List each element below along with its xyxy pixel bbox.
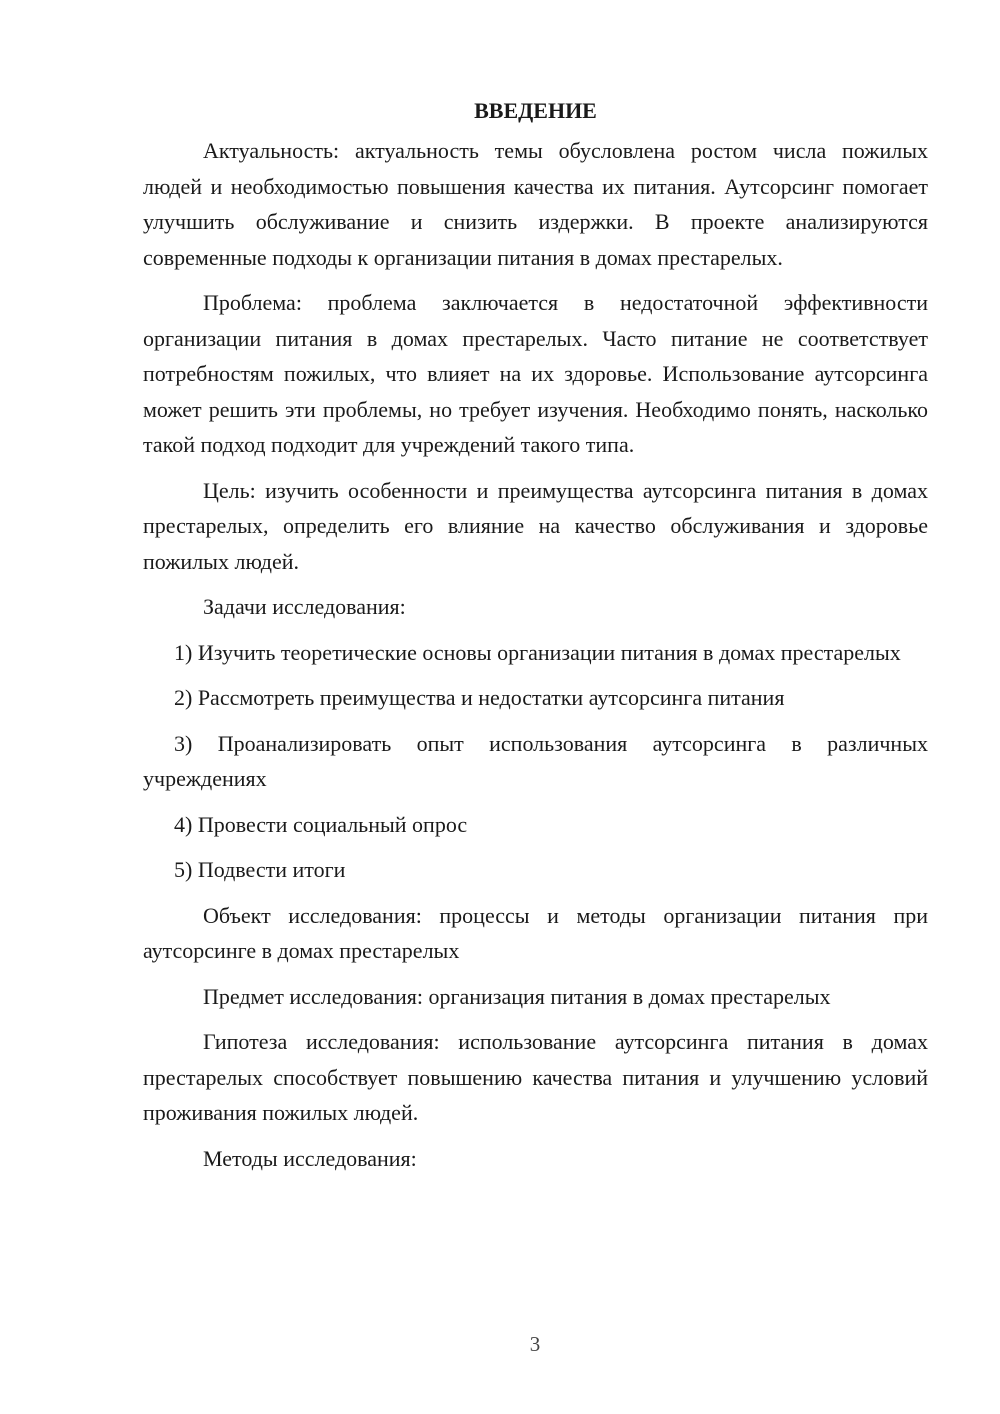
paragraph-relevance: Актуальность: актуальность темы обусловлена ростом числа пожилых людей и необходимостью повышения качества их питания. Аутсорсинг помогает улучшить обслуживание и снизить издержки. В проекте анализируются современные подходы к организации питания в домах престарелых. bbox=[143, 138, 928, 270]
task-item-4: 4) Провести социальный опрос bbox=[174, 811, 468, 837]
task-item-3: 3) Проанализировать опыт использования аутсорсинга в различных учреждениях bbox=[143, 730, 928, 791]
task-item-5: 5) Подвести итоги bbox=[174, 857, 346, 882]
task-item-2: 2) Рассмотреть преимущества и недостатки аутсорсинга питания bbox=[174, 685, 785, 710]
paragraph-problem: Проблема: проблема заключается в недостаточной эффективности организации питания в домах престарелых. Часто питание не соответствует потребностям пожилых, что влияет на их здоровье. Использование аутсорсинга может решить эти проблемы, но требует изучения. Необходимо понять, насколько такой подход подходит для учреждений такого типа. bbox=[143, 290, 928, 457]
paragraph-goal: Цель: изучить особенности и преимущества аутсорсинга питания в домах престарелых, определить его влияние на качество обслуживания и здоровье пожилых людей. bbox=[143, 477, 928, 574]
document-body bbox=[143, 93, 928, 1186]
paragraph-subject: Предмет исследования: организация питания в домах престарелых bbox=[203, 983, 831, 1009]
tasks-heading: Задачи исследования: bbox=[203, 594, 406, 619]
page-title: ВВЕДЕНИЕ bbox=[474, 98, 597, 123]
methods-heading: Методы исследования: bbox=[203, 1145, 417, 1171]
paragraph-hypothesis: Гипотеза исследования: использование аутсорсинга питания в домах престарелых способствует повышению качества питания и улучшению условий проживания пожилых людей. bbox=[143, 1029, 928, 1125]
paragraph-object: Объект исследования: процессы и методы организации питания при аутсорсинге в домах престарелых bbox=[143, 902, 928, 963]
page-number: 3 bbox=[529, 1332, 541, 1356]
task-item-1: 1) Изучить теоретические основы организации питания в домах престарелых bbox=[174, 639, 901, 665]
